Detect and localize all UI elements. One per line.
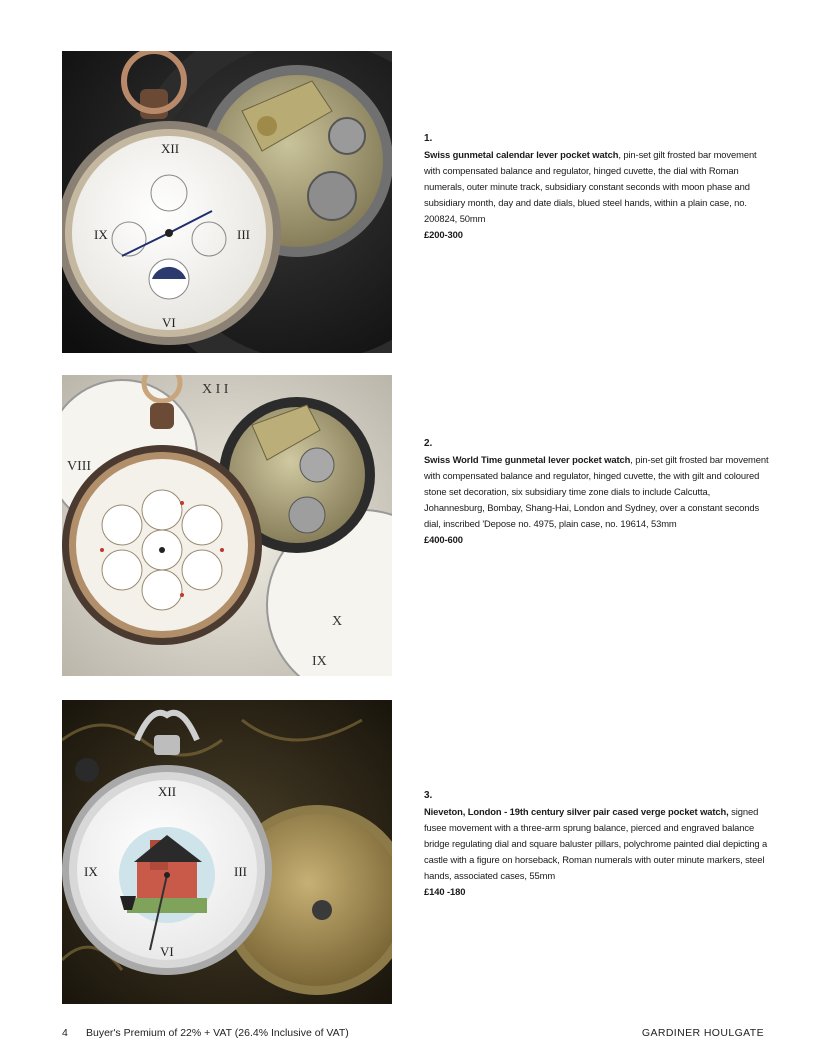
lot-estimate: £140 -180	[424, 886, 466, 897]
lot-description: , pin-set gilt frosted bar movement with compensated balance and regulator, hinged cuvette, the dial with Roman numerals, outer minute track, subsidiary constant seconds with moon phase and subsidiary month, day and date dials, blued steel hands, within a plain case, no. 200824, 50mm	[424, 149, 757, 224]
svg-text:IX: IX	[312, 654, 327, 669]
lot-3-photo	[62, 700, 392, 1004]
svg-text:III: III	[237, 227, 250, 242]
lot-2-description-block	[424, 436, 769, 548]
svg-text:XII: XII	[158, 784, 177, 799]
svg-text:XII: XII	[161, 141, 180, 156]
svg-text:X I I: X I I	[202, 382, 229, 397]
lot-description: , pin-set gilt frosted bar movement with compensated balance and regulator, hinged cuvette, the with gilt and coloured stone set decoration, six subsidiary time zone dials to include Calcutta, Johannesburg, Bombay, Shang-Hai, London and Sydney, over a constant seconds dial, inscribed 'Depose no. 4975, plain case, no. 19614, 53mm	[424, 454, 769, 529]
lot-estimate: £200-300	[424, 229, 463, 240]
lot-title: Swiss World Time gunmetal lever pocket watch	[424, 454, 631, 465]
svg-text:VI: VI	[162, 315, 176, 330]
lot-number: 2.	[424, 438, 433, 449]
svg-text:III: III	[234, 864, 247, 879]
lot-description: signed fusee movement with a three-arm sprung balance, pierced and engraved balance bridge regulating dial and square baluster pillars, polychrome painted dial depicting a castle with a figure on horseback, Roman numerals with outer minute markers, steel hands, associated cases, 55mm	[424, 806, 768, 881]
lot-1-photo	[62, 51, 392, 353]
buyers-premium-note: Buyer's Premium of 22% + VAT (26.4% Inclusive of VAT)	[86, 1027, 349, 1039]
lot-3-description-block	[424, 788, 769, 900]
lot-number: 3.	[424, 790, 433, 801]
lot-1-description-block	[424, 131, 769, 243]
svg-text:IX: IX	[84, 864, 98, 879]
page-number: 4	[62, 1027, 68, 1039]
lot-2-photo	[62, 375, 392, 676]
lot-title: Swiss gunmetal calendar lever pocket watch	[424, 149, 619, 160]
lot-title: Nieveton, London - 19th century silver pair cased verge pocket watch,	[424, 806, 729, 817]
svg-text:IX: IX	[94, 227, 108, 242]
svg-text:VIII: VIII	[67, 459, 92, 474]
svg-text:X: X	[332, 614, 343, 629]
auction-house-name: GARDINER HOULGATE	[641, 1027, 764, 1039]
lot-number: 1.	[424, 133, 433, 144]
lot-estimate: £400-600	[424, 534, 463, 545]
svg-text:VI: VI	[160, 944, 174, 959]
